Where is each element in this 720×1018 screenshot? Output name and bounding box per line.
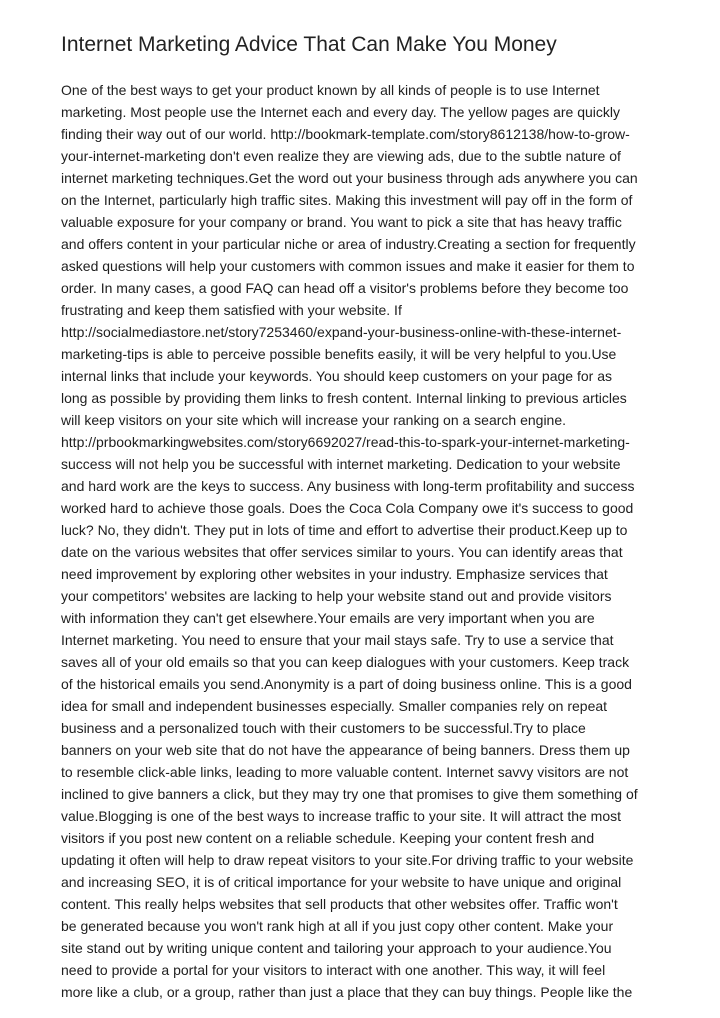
body-line: need improvement by exploring other websites in your industry. Emphasize services that xyxy=(61,566,608,582)
body-line: and hard work are the keys to success. Any business with long-term profitability and success xyxy=(61,478,635,494)
body-line: frustrating and keep them satisfied with your website. If xyxy=(61,302,402,318)
body-line: of the historical emails you send.Anonymity is a part of doing business online. This is a good xyxy=(61,676,632,692)
body-line: worked hard to achieve those goals. Does the Coca Cola Company owe it's success to good xyxy=(61,500,634,516)
body-line: value.Blogging is one of the best ways to increase traffic to your site. It will attract the most xyxy=(61,808,622,824)
body-line: http://prbookmarkingwebsites.com/story6692027/read-this-to-spark-your-internet-marketing- xyxy=(61,434,630,450)
page-title: Internet Marketing Advice That Can Make You Money xyxy=(61,33,557,56)
body-line: Internet marketing. You need to ensure that your mail stays safe. Try to use a service that xyxy=(61,632,614,648)
body-line: business and a personalized touch with their customers to be successful.Try to place xyxy=(61,720,586,736)
body-line: luck? No, they didn't. They put in lots of time and effort to advertise their product.Keep up to xyxy=(61,522,628,538)
body-line: more like a club, or a group, rather than just a place that they can buy things. People like the xyxy=(61,984,633,1000)
body-line: site stand out by writing unique content and tailoring your approach to your audience.You xyxy=(61,940,612,956)
body-line: http://socialmediastore.net/story7253460/expand-your-business-online-with-these-internet- xyxy=(61,324,622,340)
body-line: marketing. Most people use the Internet each and every day. The yellow pages are quickly xyxy=(61,104,621,120)
body-line: long as possible by providing them links to fresh content. Internal linking to previous articles xyxy=(61,390,627,406)
body-line: visitors if you post new content on a reliable schedule. Keeping your content fresh and xyxy=(61,830,595,846)
body-line: finding their way out of our world. http://bookmark-template.com/story8612138/how-to-grow- xyxy=(61,126,630,142)
body-line: your competitors' websites are lacking to help your website stand out and provide visitors xyxy=(61,588,612,604)
body-line: marketing-tips is able to perceive possible benefits easily, it will be very helpful to you.Use xyxy=(61,346,617,362)
body-line: idea for small and independent businesses especially. Smaller companies rely on repeat xyxy=(61,698,608,714)
body-line: updating it often will help to draw repeat visitors to your site.For driving traffic to your website xyxy=(61,852,634,868)
body-line: order. In many cases, a good FAQ can head off a visitor's problems before they become too xyxy=(61,280,629,296)
body-line: One of the best ways to get your product known by all kinds of people is to use Internet xyxy=(61,82,600,98)
body-line: and increasing SEO, it is of critical importance for your website to have unique and original xyxy=(61,874,622,890)
article-body xyxy=(61,79,661,1003)
body-line: your-internet-marketing don't even realize they are viewing ads, due to the subtle nature of xyxy=(61,148,621,164)
body-line: and offers content in your particular niche or area of industry.Creating a section for frequently xyxy=(61,236,636,252)
body-line: on the Internet, particularly high traffic sites. Making this investment will pay off in the form of xyxy=(61,192,633,208)
body-line: content. This really helps websites that sell products that other websites offer. Traffic won't xyxy=(61,896,618,912)
body-line: be generated because you won't rank high at all if you just copy other content. Make your xyxy=(61,918,614,934)
body-line: internet marketing techniques.Get the word out your business through ads anywhere you can xyxy=(61,170,638,186)
body-line: to resemble click-able links, leading to more valuable content. Internet savvy visitors are not xyxy=(61,764,629,780)
body-line: asked questions will help your customers with common issues and make it easier for them to xyxy=(61,258,635,274)
body-line: success will not help you be successful with internet marketing. Dedication to your website xyxy=(61,456,621,472)
body-line: need to provide a portal for your visitors to interact with one another. This way, it will feel xyxy=(61,962,606,978)
body-line: banners on your web site that do not have the appearance of being banners. Dress them up xyxy=(61,742,630,758)
body-line: date on the various websites that offer services similar to yours. You can identify areas that xyxy=(61,544,623,560)
body-line: inclined to give banners a click, but they may try one that promises to give them something of xyxy=(61,786,638,802)
body-line: saves all of your old emails so that you can keep dialogues with your customers. Keep track xyxy=(61,654,630,670)
body-line: with information they can't get elsewhere.Your emails are very important when you are xyxy=(61,610,595,626)
body-line: internal links that include your keywords. You should keep customers on your page for as xyxy=(61,368,612,384)
body-line: will keep visitors on your site which will increase your ranking on a search engine. xyxy=(61,412,567,428)
body-line: valuable exposure for your company or brand. You want to pick a site that has heavy traffic xyxy=(61,214,622,230)
